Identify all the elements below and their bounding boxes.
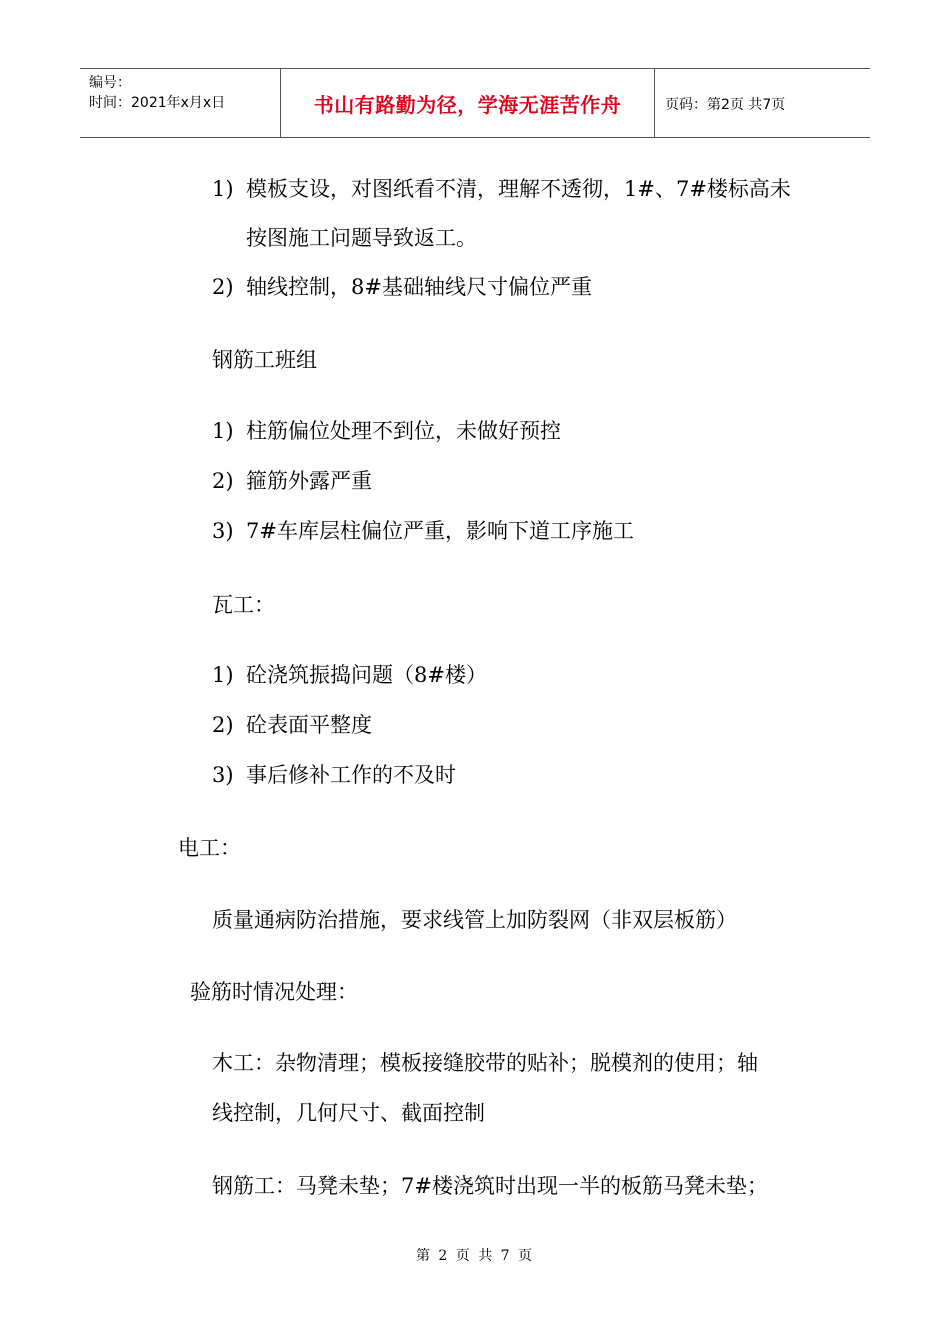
item-text: 砼浇筑振捣问题（8#楼） (246, 663, 487, 687)
list-item (212, 659, 487, 689)
item-text: 模板支设，对图纸看不清，理解不透彻，1#、7#楼标高未 (246, 177, 791, 201)
section-heading: 瓦工： (212, 593, 275, 617)
header-motto: 书山有路勤为径，学海无涯苦作舟 (313, 93, 622, 117)
paragraph: 钢筋工：马凳未垫；7#楼浇筑时出现一半的板筋马凳未垫； (212, 1174, 768, 1198)
list-item (212, 515, 634, 545)
paragraph: 质量通病防治措施，要求线管上加防裂网（非双层板筋） (212, 908, 737, 932)
header-page-info: 页码：第2页 共7页 (665, 97, 786, 113)
header-meta (89, 73, 225, 113)
list-item (212, 271, 592, 301)
item-text: 箍筋外露严重 (246, 469, 372, 493)
list-item (212, 173, 791, 203)
list-item (212, 759, 456, 789)
page-footer: 第 2 页 共 7 页 (415, 1248, 535, 1264)
item-number: 1) (212, 663, 234, 687)
list-item (212, 709, 372, 739)
item-text: 砼表面平整度 (246, 713, 372, 737)
code-label: 编号： (89, 75, 131, 91)
list-item-continuation: 按图施工问题导致返工。 (246, 226, 477, 250)
header-divider (280, 69, 281, 137)
item-number: 1) (212, 177, 234, 201)
list-item (212, 415, 561, 445)
list-item (212, 465, 372, 495)
document-header (80, 68, 870, 138)
section-heading: 钢筋工班组 (212, 348, 317, 372)
item-number: 2) (212, 469, 234, 493)
item-number: 3) (212, 519, 234, 543)
item-number: 1) (212, 419, 234, 443)
item-number: 2) (212, 275, 234, 299)
item-text: 事后修补工作的不及时 (246, 763, 456, 787)
item-text: 轴线控制，8#基础轴线尺寸偏位严重 (246, 275, 592, 299)
item-number: 2) (212, 713, 234, 737)
paragraph-continuation: 线控制，几何尺寸、截面控制 (212, 1101, 485, 1125)
paragraph: 木工：杂物清理；模板接缝胶带的贴补；脱模剂的使用；轴 (212, 1051, 758, 1075)
header-divider (654, 69, 655, 137)
time-label: 时间：2021年x月x日 (89, 95, 226, 111)
section-heading: 电工： (178, 836, 241, 860)
item-number: 3) (212, 763, 234, 787)
item-text: 7#车库层柱偏位严重，影响下道工序施工 (246, 519, 634, 543)
section-heading: 验筋时情况处理： (190, 980, 358, 1004)
item-text: 柱筋偏位处理不到位，未做好预控 (246, 419, 561, 443)
